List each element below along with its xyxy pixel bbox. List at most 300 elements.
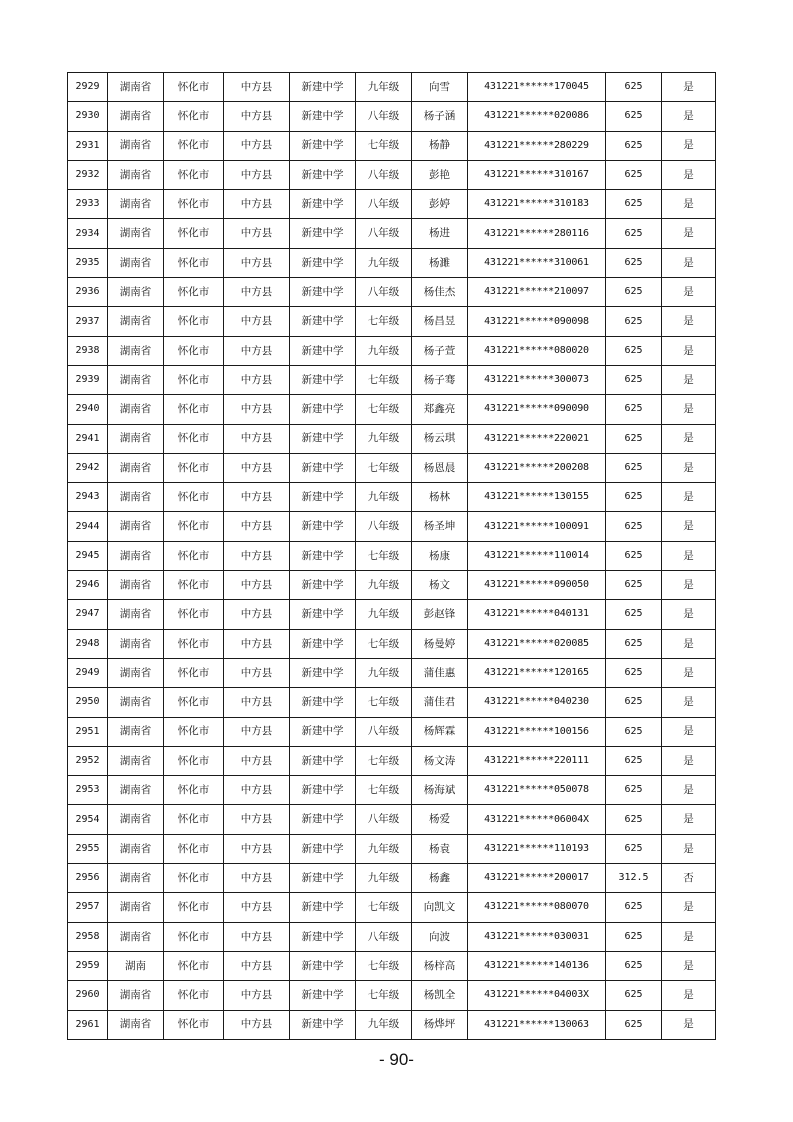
student-name-cell: 杨子萱 (412, 336, 468, 365)
student-name-cell: 杨梓高 (412, 951, 468, 980)
seq-number-cell: 2957 (68, 893, 108, 922)
id-number-cell: 431221******170045 (468, 73, 606, 102)
id-number-cell: 431221******300073 (468, 365, 606, 394)
county-cell: 中方县 (224, 805, 290, 834)
status-flag-cell: 是 (662, 717, 716, 746)
amount-cell: 625 (606, 453, 662, 482)
city-cell: 怀化市 (164, 278, 224, 307)
amount-cell: 625 (606, 395, 662, 424)
province-cell: 湖南 (108, 951, 164, 980)
city-cell: 怀化市 (164, 160, 224, 189)
student-name-cell: 杨圣坤 (412, 512, 468, 541)
amount-cell: 625 (606, 219, 662, 248)
status-flag-cell: 是 (662, 278, 716, 307)
school-cell: 新建中学 (290, 776, 356, 805)
id-number-cell: 431221******200017 (468, 864, 606, 893)
id-number-cell: 431221******310183 (468, 190, 606, 219)
county-cell: 中方县 (224, 629, 290, 658)
student-name-cell: 郑鑫亮 (412, 395, 468, 424)
id-number-cell: 431221******080020 (468, 336, 606, 365)
seq-number-cell: 2939 (68, 365, 108, 394)
student-name-cell: 杨濉 (412, 248, 468, 277)
id-number-cell: 431221******100156 (468, 717, 606, 746)
seq-number-cell: 2952 (68, 746, 108, 775)
county-cell: 中方县 (224, 190, 290, 219)
county-cell: 中方县 (224, 541, 290, 570)
grade-cell: 八年级 (356, 160, 412, 189)
province-cell: 湖南省 (108, 922, 164, 951)
seq-number-cell: 2946 (68, 571, 108, 600)
city-cell: 怀化市 (164, 336, 224, 365)
status-flag-cell: 是 (662, 131, 716, 160)
status-flag-cell: 是 (662, 776, 716, 805)
province-cell: 湖南省 (108, 102, 164, 131)
school-cell: 新建中学 (290, 102, 356, 131)
amount-cell: 625 (606, 776, 662, 805)
seq-number-cell: 2929 (68, 73, 108, 102)
grade-cell: 九年级 (356, 73, 412, 102)
id-number-cell: 431221******220021 (468, 424, 606, 453)
grade-cell: 九年级 (356, 864, 412, 893)
id-number-cell: 431221******090090 (468, 395, 606, 424)
table-row (68, 278, 716, 307)
school-cell: 新建中学 (290, 365, 356, 394)
grade-cell: 七年级 (356, 746, 412, 775)
status-flag-cell: 是 (662, 307, 716, 336)
city-cell: 怀化市 (164, 776, 224, 805)
id-number-cell: 431221******210097 (468, 278, 606, 307)
county-cell: 中方县 (224, 424, 290, 453)
page-number: - 90- (379, 1050, 414, 1069)
status-flag-cell: 是 (662, 190, 716, 219)
school-cell: 新建中学 (290, 717, 356, 746)
seq-number-cell: 2960 (68, 981, 108, 1010)
seq-number-cell: 2941 (68, 424, 108, 453)
province-cell: 湖南省 (108, 131, 164, 160)
student-name-cell: 蒲佳惠 (412, 658, 468, 687)
school-cell: 新建中学 (290, 336, 356, 365)
grade-cell: 七年级 (356, 307, 412, 336)
status-flag-cell: 是 (662, 248, 716, 277)
seq-number-cell: 2933 (68, 190, 108, 219)
school-cell: 新建中学 (290, 219, 356, 248)
grade-cell: 七年级 (356, 951, 412, 980)
grade-cell: 七年级 (356, 131, 412, 160)
county-cell: 中方县 (224, 512, 290, 541)
id-number-cell: 431221******090050 (468, 571, 606, 600)
amount-cell: 625 (606, 893, 662, 922)
seq-number-cell: 2940 (68, 395, 108, 424)
student-name-cell: 向波 (412, 922, 468, 951)
id-number-cell: 431221******310061 (468, 248, 606, 277)
table-row (68, 629, 716, 658)
province-cell: 湖南省 (108, 658, 164, 687)
table-row (68, 541, 716, 570)
table-row (68, 131, 716, 160)
school-cell: 新建中学 (290, 746, 356, 775)
city-cell: 怀化市 (164, 541, 224, 570)
province-cell: 湖南省 (108, 776, 164, 805)
grade-cell: 九年级 (356, 658, 412, 687)
student-name-cell: 杨鑫 (412, 864, 468, 893)
county-cell: 中方县 (224, 73, 290, 102)
province-cell: 湖南省 (108, 424, 164, 453)
grade-cell: 七年级 (356, 776, 412, 805)
city-cell: 怀化市 (164, 219, 224, 248)
province-cell: 湖南省 (108, 336, 164, 365)
amount-cell: 625 (606, 248, 662, 277)
school-cell: 新建中学 (290, 951, 356, 980)
table-row (68, 776, 716, 805)
status-flag-cell: 是 (662, 834, 716, 863)
province-cell: 湖南省 (108, 864, 164, 893)
county-cell: 中方县 (224, 688, 290, 717)
grade-cell: 八年级 (356, 102, 412, 131)
id-number-cell: 431221******030031 (468, 922, 606, 951)
school-cell: 新建中学 (290, 893, 356, 922)
county-cell: 中方县 (224, 893, 290, 922)
amount-cell: 625 (606, 278, 662, 307)
table-row (68, 688, 716, 717)
student-name-cell: 杨文涛 (412, 746, 468, 775)
grade-cell: 九年级 (356, 600, 412, 629)
province-cell: 湖南省 (108, 805, 164, 834)
county-cell: 中方县 (224, 922, 290, 951)
province-cell: 湖南省 (108, 746, 164, 775)
amount-cell: 625 (606, 541, 662, 570)
amount-cell: 625 (606, 629, 662, 658)
city-cell: 怀化市 (164, 951, 224, 980)
student-name-cell: 杨文 (412, 571, 468, 600)
student-name-cell: 杨子涵 (412, 102, 468, 131)
table-row (68, 512, 716, 541)
status-flag-cell: 是 (662, 219, 716, 248)
student-name-cell: 杨昌昱 (412, 307, 468, 336)
province-cell: 湖南省 (108, 307, 164, 336)
table-row (68, 981, 716, 1010)
province-cell: 湖南省 (108, 512, 164, 541)
seq-number-cell: 2945 (68, 541, 108, 570)
school-cell: 新建中学 (290, 131, 356, 160)
seq-number-cell: 2936 (68, 278, 108, 307)
table-row (68, 951, 716, 980)
table-row (68, 483, 716, 512)
school-cell: 新建中学 (290, 1010, 356, 1039)
table-row (68, 571, 716, 600)
seq-number-cell: 2947 (68, 600, 108, 629)
grade-cell: 九年级 (356, 483, 412, 512)
city-cell: 怀化市 (164, 453, 224, 482)
seq-number-cell: 2958 (68, 922, 108, 951)
city-cell: 怀化市 (164, 483, 224, 512)
county-cell: 中方县 (224, 131, 290, 160)
city-cell: 怀化市 (164, 365, 224, 394)
student-name-cell: 杨烨坪 (412, 1010, 468, 1039)
student-name-cell: 向凯文 (412, 893, 468, 922)
seq-number-cell: 2949 (68, 658, 108, 687)
seq-number-cell: 2959 (68, 951, 108, 980)
county-cell: 中方县 (224, 483, 290, 512)
province-cell: 湖南省 (108, 571, 164, 600)
county-cell: 中方县 (224, 102, 290, 131)
seq-number-cell: 2943 (68, 483, 108, 512)
table-row (68, 365, 716, 394)
grade-cell: 九年级 (356, 1010, 412, 1039)
amount-cell: 625 (606, 512, 662, 541)
status-flag-cell: 是 (662, 805, 716, 834)
grade-cell: 九年级 (356, 248, 412, 277)
province-cell: 湖南省 (108, 629, 164, 658)
county-cell: 中方县 (224, 160, 290, 189)
amount-cell: 625 (606, 73, 662, 102)
city-cell: 怀化市 (164, 805, 224, 834)
school-cell: 新建中学 (290, 512, 356, 541)
school-cell: 新建中学 (290, 834, 356, 863)
student-name-cell: 杨曼婷 (412, 629, 468, 658)
student-name-cell: 杨进 (412, 219, 468, 248)
province-cell: 湖南省 (108, 893, 164, 922)
id-number-cell: 431221******110014 (468, 541, 606, 570)
seq-number-cell: 2950 (68, 688, 108, 717)
table-row (68, 336, 716, 365)
student-name-cell: 杨恩晨 (412, 453, 468, 482)
id-number-cell: 431221******130155 (468, 483, 606, 512)
school-cell: 新建中学 (290, 600, 356, 629)
county-cell: 中方县 (224, 336, 290, 365)
county-cell: 中方县 (224, 951, 290, 980)
province-cell: 湖南省 (108, 1010, 164, 1039)
county-cell: 中方县 (224, 278, 290, 307)
grade-cell: 八年级 (356, 922, 412, 951)
id-number-cell: 431221******090098 (468, 307, 606, 336)
student-name-cell: 向雪 (412, 73, 468, 102)
table-row (68, 600, 716, 629)
grade-cell: 九年级 (356, 336, 412, 365)
city-cell: 怀化市 (164, 395, 224, 424)
amount-cell: 625 (606, 1010, 662, 1039)
seq-number-cell: 2961 (68, 1010, 108, 1039)
status-flag-cell: 是 (662, 365, 716, 394)
student-name-cell: 杨康 (412, 541, 468, 570)
city-cell: 怀化市 (164, 834, 224, 863)
status-flag-cell: 是 (662, 600, 716, 629)
status-flag-cell: 是 (662, 483, 716, 512)
table-row (68, 717, 716, 746)
seq-number-cell: 2942 (68, 453, 108, 482)
seq-number-cell: 2956 (68, 864, 108, 893)
seq-number-cell: 2938 (68, 336, 108, 365)
amount-cell: 625 (606, 981, 662, 1010)
id-number-cell: 431221******310167 (468, 160, 606, 189)
grade-cell: 七年级 (356, 541, 412, 570)
school-cell: 新建中学 (290, 278, 356, 307)
seq-number-cell: 2948 (68, 629, 108, 658)
city-cell: 怀化市 (164, 512, 224, 541)
table-row (68, 864, 716, 893)
province-cell: 湖南省 (108, 160, 164, 189)
table-body (68, 73, 716, 1040)
table-row (68, 746, 716, 775)
id-number-cell: 431221******120165 (468, 658, 606, 687)
grade-cell: 八年级 (356, 219, 412, 248)
city-cell: 怀化市 (164, 864, 224, 893)
status-flag-cell: 否 (662, 864, 716, 893)
seq-number-cell: 2931 (68, 131, 108, 160)
province-cell: 湖南省 (108, 688, 164, 717)
grade-cell: 八年级 (356, 512, 412, 541)
id-number-cell: 431221******280116 (468, 219, 606, 248)
city-cell: 怀化市 (164, 131, 224, 160)
table-row (68, 922, 716, 951)
student-name-cell: 彭婷 (412, 190, 468, 219)
status-flag-cell: 是 (662, 571, 716, 600)
id-number-cell: 431221******020085 (468, 629, 606, 658)
grade-cell: 七年级 (356, 893, 412, 922)
amount-cell: 625 (606, 483, 662, 512)
county-cell: 中方县 (224, 395, 290, 424)
school-cell: 新建中学 (290, 541, 356, 570)
status-flag-cell: 是 (662, 688, 716, 717)
amount-cell: 625 (606, 658, 662, 687)
status-flag-cell: 是 (662, 424, 716, 453)
status-flag-cell: 是 (662, 73, 716, 102)
status-flag-cell: 是 (662, 658, 716, 687)
city-cell: 怀化市 (164, 717, 224, 746)
grade-cell: 七年级 (356, 395, 412, 424)
id-number-cell: 431221******280229 (468, 131, 606, 160)
table-row (68, 834, 716, 863)
city-cell: 怀化市 (164, 981, 224, 1010)
county-cell: 中方县 (224, 571, 290, 600)
grade-cell: 九年级 (356, 424, 412, 453)
table-row (68, 424, 716, 453)
table-row (68, 190, 716, 219)
grade-cell: 八年级 (356, 278, 412, 307)
county-cell: 中方县 (224, 453, 290, 482)
seq-number-cell: 2930 (68, 102, 108, 131)
city-cell: 怀化市 (164, 629, 224, 658)
city-cell: 怀化市 (164, 1010, 224, 1039)
school-cell: 新建中学 (290, 190, 356, 219)
amount-cell: 625 (606, 160, 662, 189)
student-name-cell: 杨凯全 (412, 981, 468, 1010)
table-row (68, 805, 716, 834)
id-number-cell: 431221******050078 (468, 776, 606, 805)
province-cell: 湖南省 (108, 600, 164, 629)
id-number-cell: 431221******06004X (468, 805, 606, 834)
status-flag-cell: 是 (662, 951, 716, 980)
school-cell: 新建中学 (290, 453, 356, 482)
table-row (68, 658, 716, 687)
seq-number-cell: 2935 (68, 248, 108, 277)
grade-cell: 七年级 (356, 981, 412, 1010)
school-cell: 新建中学 (290, 571, 356, 600)
table-row (68, 219, 716, 248)
city-cell: 怀化市 (164, 73, 224, 102)
id-number-cell: 431221******200208 (468, 453, 606, 482)
amount-cell: 625 (606, 190, 662, 219)
seq-number-cell: 2951 (68, 717, 108, 746)
province-cell: 湖南省 (108, 395, 164, 424)
student-name-cell: 杨云琪 (412, 424, 468, 453)
city-cell: 怀化市 (164, 746, 224, 775)
seq-number-cell: 2954 (68, 805, 108, 834)
seq-number-cell: 2953 (68, 776, 108, 805)
county-cell: 中方县 (224, 834, 290, 863)
city-cell: 怀化市 (164, 658, 224, 687)
id-number-cell: 431221******04003X (468, 981, 606, 1010)
id-number-cell: 431221******130063 (468, 1010, 606, 1039)
status-flag-cell: 是 (662, 1010, 716, 1039)
county-cell: 中方县 (224, 776, 290, 805)
student-name-cell: 杨佳杰 (412, 278, 468, 307)
seq-number-cell: 2934 (68, 219, 108, 248)
city-cell: 怀化市 (164, 600, 224, 629)
province-cell: 湖南省 (108, 73, 164, 102)
status-flag-cell: 是 (662, 541, 716, 570)
table-row (68, 160, 716, 189)
amount-cell: 625 (606, 717, 662, 746)
amount-cell: 625 (606, 688, 662, 717)
student-name-cell: 蒲佳君 (412, 688, 468, 717)
school-cell: 新建中学 (290, 629, 356, 658)
grade-cell: 七年级 (356, 453, 412, 482)
grade-cell: 七年级 (356, 629, 412, 658)
student-name-cell: 彭艳 (412, 160, 468, 189)
city-cell: 怀化市 (164, 893, 224, 922)
grade-cell: 八年级 (356, 190, 412, 219)
amount-cell: 625 (606, 922, 662, 951)
amount-cell: 625 (606, 307, 662, 336)
status-flag-cell: 是 (662, 893, 716, 922)
student-name-cell: 杨静 (412, 131, 468, 160)
status-flag-cell: 是 (662, 922, 716, 951)
table-row (68, 248, 716, 277)
county-cell: 中方县 (224, 1010, 290, 1039)
school-cell: 新建中学 (290, 424, 356, 453)
school-cell: 新建中学 (290, 248, 356, 277)
seq-number-cell: 2944 (68, 512, 108, 541)
province-cell: 湖南省 (108, 248, 164, 277)
county-cell: 中方县 (224, 658, 290, 687)
city-cell: 怀化市 (164, 571, 224, 600)
amount-cell: 625 (606, 951, 662, 980)
county-cell: 中方县 (224, 307, 290, 336)
county-cell: 中方县 (224, 746, 290, 775)
student-name-cell: 杨辉霖 (412, 717, 468, 746)
grade-cell: 八年级 (356, 805, 412, 834)
seq-number-cell: 2955 (68, 834, 108, 863)
id-number-cell: 431221******110193 (468, 834, 606, 863)
id-number-cell: 431221******080070 (468, 893, 606, 922)
amount-cell: 312.5 (606, 864, 662, 893)
amount-cell: 625 (606, 365, 662, 394)
student-name-cell: 杨爱 (412, 805, 468, 834)
seq-number-cell: 2932 (68, 160, 108, 189)
school-cell: 新建中学 (290, 864, 356, 893)
county-cell: 中方县 (224, 981, 290, 1010)
grade-cell: 九年级 (356, 834, 412, 863)
city-cell: 怀化市 (164, 424, 224, 453)
county-cell: 中方县 (224, 248, 290, 277)
student-name-cell: 杨袁 (412, 834, 468, 863)
table-row (68, 307, 716, 336)
school-cell: 新建中学 (290, 805, 356, 834)
county-cell: 中方县 (224, 365, 290, 394)
county-cell: 中方县 (224, 717, 290, 746)
province-cell: 湖南省 (108, 365, 164, 394)
school-cell: 新建中学 (290, 160, 356, 189)
